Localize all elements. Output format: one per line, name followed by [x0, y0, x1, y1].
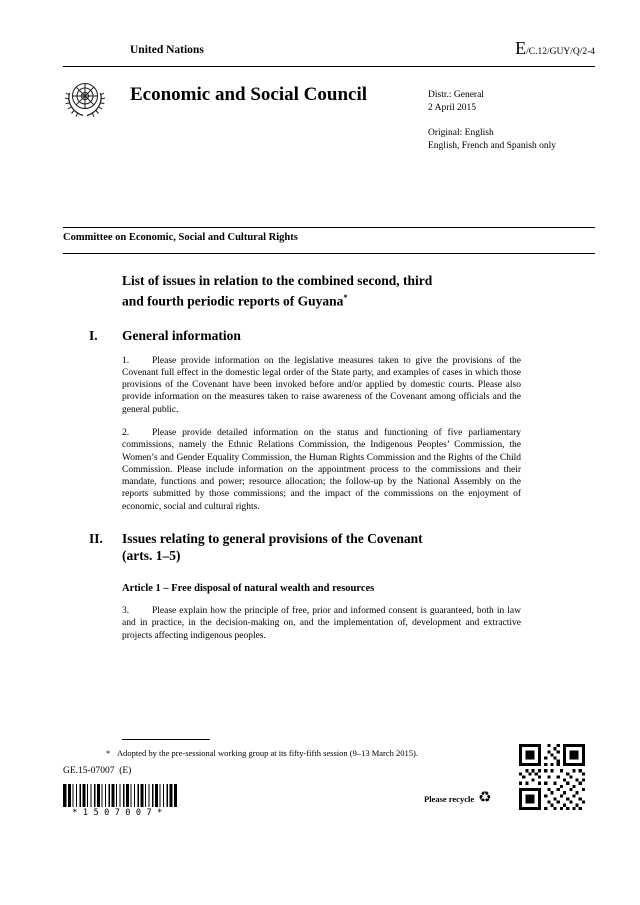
date-line: 2 April 2015 — [428, 103, 477, 113]
doc-symbol — [515, 38, 595, 59]
document-code: GE.15-07007 (E) — [63, 766, 132, 776]
paragraph-text: Please provide detailed information on the status and functioning of five parliamentary commissions, namely the Ethnic Relations Commission, the Indigenous Peoples’ Commission, the Women’s and Gender Equality Commission, the Human Rights Commission and the Rights of the Child Commission. Please include information on the appointment process to the commissions and their mandate, functions and power; resource allocation; the follow-up by the National Assembly on the reports submitted by those commissions; and the impact of the commissions on the enjoyment of economic, social and cultural rights. — [122, 427, 521, 512]
article-subheading: Article 1 – Free disposal of natural wealth and resources — [122, 583, 375, 595]
section-title-line2: (arts. 1–5) — [122, 548, 181, 564]
document-title — [122, 272, 555, 310]
paragraph-number: 1. — [122, 355, 130, 366]
barcode — [63, 784, 177, 818]
doc-symbol-rest: /C.12/GUY/Q/2-4 — [526, 47, 595, 57]
section-title — [122, 530, 423, 564]
original-language-line: Original: English — [428, 128, 494, 138]
un-emblem-icon — [59, 74, 111, 131]
section-numeral: I. — [89, 327, 98, 343]
doc-symbol-prefix: E — [515, 38, 527, 58]
org-name: United Nations — [130, 44, 204, 56]
recycle-icon: ♻ — [478, 790, 492, 806]
divider — [63, 253, 595, 254]
council-title: Economic and Social Council — [130, 84, 367, 105]
footnote-marker: * — [106, 748, 111, 758]
languages-line: English, French and Spanish only — [428, 141, 556, 151]
barcode-text: *1507007* — [72, 808, 168, 818]
spacer — [428, 115, 556, 127]
divider — [63, 227, 595, 228]
section-title: General information — [122, 327, 241, 343]
section-heading-1 — [63, 327, 555, 344]
title-footnote-marker: * — [343, 292, 348, 302]
footnote-divider — [122, 739, 210, 740]
paragraph-3 — [122, 605, 521, 642]
paragraph-text: Please provide information on the legislative measures taken to give the provisions of the Covenant full effect in the domestic legal order of the State party, and examples of cases in which those provisions of the Covenant have been invoked before and/or applied by domestic courts. Please also provide information on the measures taken to raise awareness of the Covenant among officials and the general public. — [122, 355, 521, 415]
document-title-line2: and fourth periodic reports of Guyana — [122, 293, 344, 309]
paragraph-1 — [122, 355, 521, 416]
header-divider — [63, 66, 595, 67]
document-body — [63, 268, 555, 642]
distribution-block — [428, 89, 556, 153]
paragraph-number: 2. — [122, 427, 130, 438]
section-title-line1: Issues relating to general provisions of the Covenant — [122, 531, 423, 547]
distr-line: Distr.: General — [428, 90, 484, 100]
barcode-bars — [63, 784, 177, 807]
paragraph-2 — [122, 427, 521, 513]
footnote — [106, 748, 536, 758]
committee-name: Committee on Economic, Social and Cultural Rights — [63, 232, 298, 243]
section-numeral: II. — [89, 531, 103, 547]
paragraph-text: Please explain how the principle of free, prior and informed consent is guaranteed, both in law and in practice, in the decision-making on, and the implementation of, development and extractive projects affecting indigenous peoples. — [122, 606, 521, 641]
document-title-line1: List of issues in relation to the combined second, third — [122, 273, 433, 288]
paragraph-number: 3. — [122, 606, 130, 617]
qr-code — [519, 744, 585, 810]
recycle-label: Please recycle — [424, 793, 475, 804]
section-heading-2 — [63, 530, 555, 564]
footnote-text: Adopted by the pre-sessional working group at its fifty-fifth session (9–13 March 2015). — [117, 748, 418, 758]
recycle-note — [424, 791, 492, 806]
